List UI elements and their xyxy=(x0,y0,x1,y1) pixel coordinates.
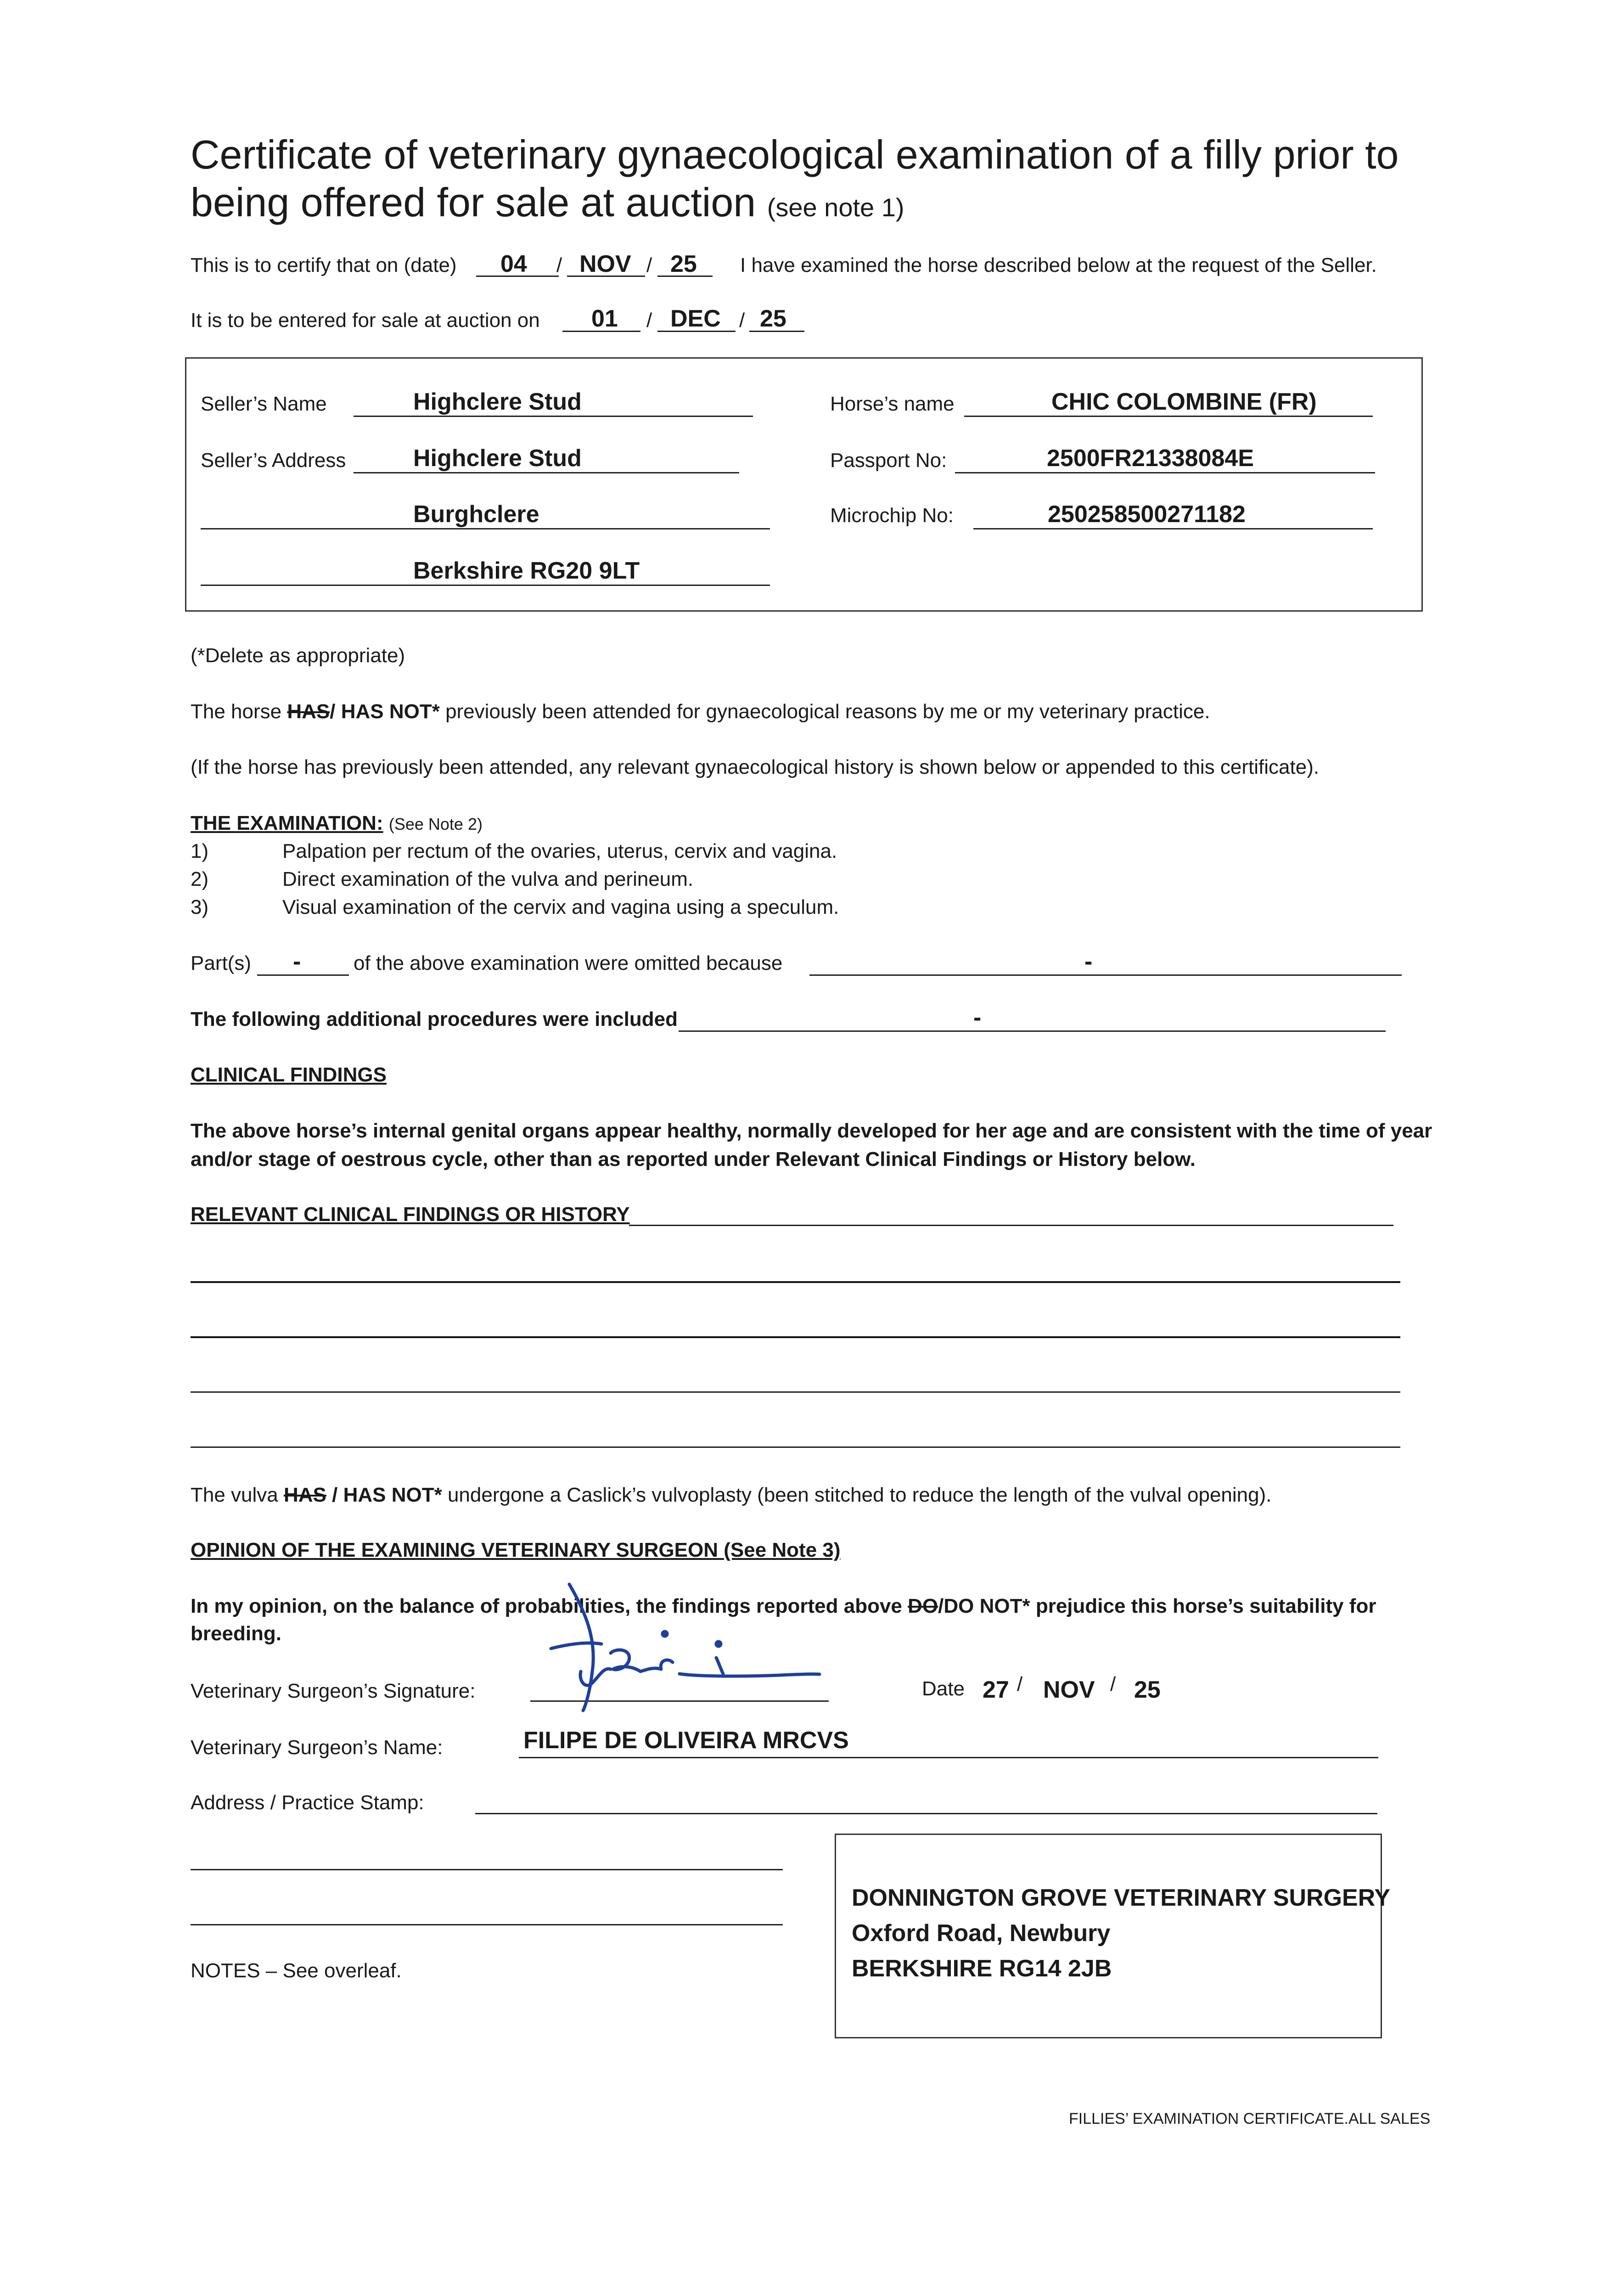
address-line-2 xyxy=(191,1869,783,1870)
seller-address1-line xyxy=(354,472,739,473)
certify-suffix: I have examined the horse described below at the request of the Seller. xyxy=(740,254,1377,276)
auction-slash-1: / xyxy=(646,309,652,332)
stamp-line-2: Oxford Road, Newbury xyxy=(852,1920,1111,1947)
vulva-has: HAS xyxy=(284,1484,326,1506)
passport-number: 2500FR21338084E xyxy=(1047,445,1254,472)
relevant-heading: RELEVANT CLINICAL FINDINGS OR HISTORY xyxy=(191,1203,630,1226)
address-line-1 xyxy=(475,1813,1377,1814)
seller-name-label: Seller’s Name xyxy=(201,393,327,415)
passport-label: Passport No: xyxy=(830,449,947,472)
horse-name-label: Horse’s name xyxy=(830,393,955,415)
sign-date-slash-2: / xyxy=(1110,1673,1116,1695)
auction-prefix: It is to be entered for sale at auction on xyxy=(191,309,540,332)
certify-slash-1: / xyxy=(556,254,562,276)
notes-text: NOTES – See overleaf. xyxy=(191,1959,402,1982)
sign-date-day: 27 xyxy=(983,1677,1009,1703)
sign-date-year: 25 xyxy=(1134,1677,1161,1703)
exam-item-2-num: 2) xyxy=(191,868,209,890)
address-stamp-label: Address / Practice Stamp: xyxy=(191,1791,424,1814)
attended-has: HAS xyxy=(287,700,330,723)
seller-address3: Berkshire RG20 9LT xyxy=(413,557,640,584)
footer-text: FILLIES’ EXAMINATION CERTIFICATE.ALL SALES xyxy=(1069,2110,1431,2127)
vet-name-label: Veterinary Surgeon’s Name: xyxy=(191,1736,443,1759)
vet-name-line xyxy=(519,1757,1378,1758)
opinion-text-a: In my opinion, on the balance of probabilities, the findings reported above xyxy=(191,1595,902,1617)
attended-suffix: previously been attended for gynaecological reasons by me or my veterinary practice. xyxy=(445,700,1210,723)
relevant-line-3 xyxy=(191,1336,1400,1338)
exam-item-1-num: 1) xyxy=(191,840,209,862)
certify-month: NOV xyxy=(579,251,631,277)
exam-item-1-text: Palpation per rectum of the ovaries, uterus, cervix and vagina. xyxy=(282,840,837,862)
certify-year: 25 xyxy=(670,251,697,277)
stamp-line-3: BERKSHIRE RG14 2JB xyxy=(852,1955,1112,1982)
document-title xyxy=(191,131,1453,231)
opinion-do: DO xyxy=(908,1595,938,1617)
relevant-line-2 xyxy=(191,1281,1400,1283)
seller-name-line xyxy=(354,416,753,417)
attended-line xyxy=(191,699,1210,725)
relevant-line-1 xyxy=(629,1225,1393,1226)
auction-slash-2: / xyxy=(739,309,745,332)
omitted-middle: of the above examination were omitted because xyxy=(354,952,783,974)
certify-day: 04 xyxy=(500,251,527,277)
opinion-text-b: /DO NOT* prejudice this horse’s suitability for xyxy=(938,1595,1376,1617)
relevant-line-4 xyxy=(191,1391,1400,1393)
passport-line xyxy=(955,472,1375,473)
sign-date-month: NOV xyxy=(1043,1677,1095,1703)
microchip-line xyxy=(973,528,1373,529)
seller-name: Highclere Stud xyxy=(413,388,582,415)
seller-address1: Highclere Stud xyxy=(413,445,582,472)
clinical-heading: CLINICAL FINDINGS xyxy=(191,1064,387,1086)
attended-hasnot: / HAS NOT* xyxy=(330,700,440,723)
title-main: Certificate of veterinary gynaecological examination of a filly prior to being offered for sale at auction xyxy=(191,132,1399,225)
certify-slash-2: / xyxy=(646,254,652,276)
seller-address2: Burghclere xyxy=(413,501,539,528)
omitted-prefix: Part(s) xyxy=(191,952,251,974)
omitted-reason: - xyxy=(1084,948,1093,975)
date-label: Date xyxy=(922,1677,965,1700)
vulva-prefix: The vulva xyxy=(191,1484,278,1506)
certify-prefix: This is to certify that on (date) xyxy=(191,254,457,276)
vulva-hasnot: / HAS NOT* xyxy=(332,1484,442,1506)
omitted-parts: - xyxy=(293,948,301,975)
handwritten-signature xyxy=(542,1580,826,1713)
exam-item-3-text: Visual examination of the cervix and vagina using a speculum. xyxy=(282,896,839,918)
horse-name: CHIC COLOMBINE (FR) xyxy=(1051,388,1317,415)
vulva-line xyxy=(191,1482,1271,1508)
microchip-number: 250258500271182 xyxy=(1048,501,1246,528)
seller-address2-line xyxy=(201,528,770,529)
examination-heading-line xyxy=(191,810,483,837)
additional-line xyxy=(679,1030,1386,1032)
exam-item-2-text: Direct examination of the vulva and perineum. xyxy=(282,868,694,890)
auction-month: DEC xyxy=(670,305,721,332)
signature-label: Veterinary Surgeon’s Signature: xyxy=(191,1680,476,1702)
vet-name: FILIPE DE OLIVEIRA MRCVS xyxy=(523,1727,849,1754)
address-line-3 xyxy=(191,1924,783,1925)
delete-note: (*Delete as appropriate) xyxy=(191,644,405,667)
exam-item-3-num: 3) xyxy=(191,896,209,918)
auction-day: 01 xyxy=(591,305,618,332)
examination-heading: THE EXAMINATION: xyxy=(191,812,383,834)
opinion-heading: OPINION OF THE EXAMINING VETERINARY SURGEON (See Note 3) xyxy=(191,1539,841,1561)
seller-address-label: Seller’s Address xyxy=(201,449,346,472)
clinical-statement: The above horse’s internal genital organs appear healthy, normally developed for her age and are consistent with the time of year and/or stage of oestrous cycle, other than as reported under Relevant Clinical Findings or History below. xyxy=(191,1120,1432,1171)
attended-prefix: The horse xyxy=(191,700,282,723)
title-note: (see note 1) xyxy=(767,193,904,222)
stamp-line-1: DONNINGTON GROVE VETERINARY SURGERY xyxy=(852,1885,1391,1911)
omitted-parts-line xyxy=(257,974,349,976)
additional-label: The following additional procedures were included xyxy=(191,1008,678,1030)
examination-note: (See Note 2) xyxy=(388,815,483,833)
vulva-suffix: undergone a Caslick’s vulvoplasty (been stitched to reduce the length of the vulval opening). xyxy=(447,1484,1272,1506)
opinion-text-c: breeding. xyxy=(191,1622,282,1645)
horse-name-line xyxy=(964,416,1373,417)
relevant-line-5 xyxy=(191,1446,1400,1448)
microchip-label: Microchip No: xyxy=(830,504,954,527)
history-note: (If the horse has previously been attended, any relevant gynaecological history is shown below or appended to this certificate). xyxy=(191,756,1320,778)
sign-date-slash-1: / xyxy=(1017,1673,1023,1695)
additional-value: - xyxy=(973,1004,982,1031)
omitted-reason-line xyxy=(809,974,1402,976)
auction-year: 25 xyxy=(760,305,786,332)
seller-address3-line xyxy=(201,585,770,586)
